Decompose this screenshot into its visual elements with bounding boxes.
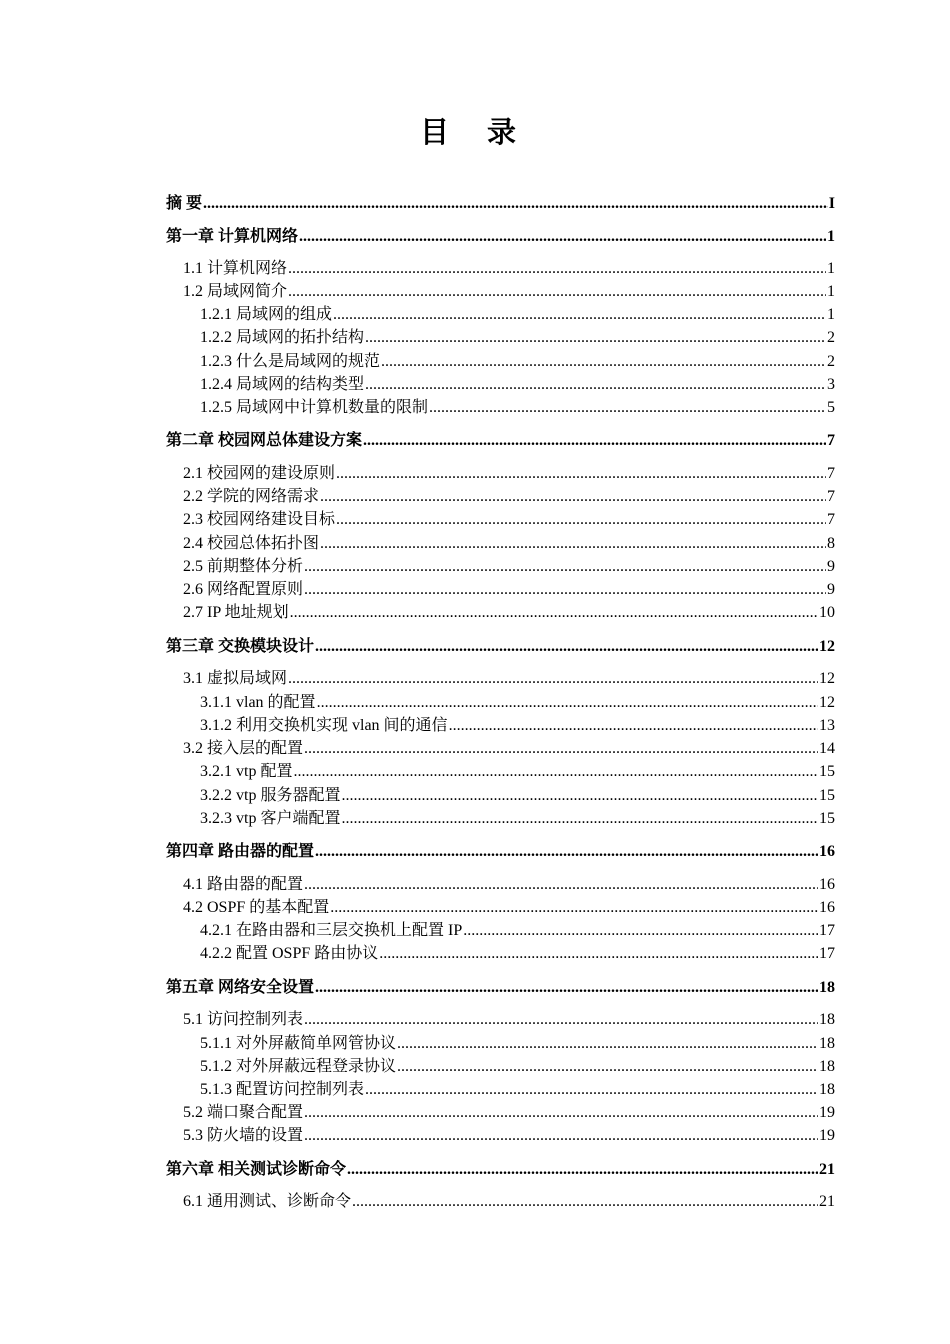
dot-leader [336, 509, 826, 531]
toc-entry-page: 3 [827, 376, 835, 393]
dot-leader [320, 486, 826, 508]
dot-leader [347, 1159, 818, 1181]
toc-entry-page: 21 [819, 1161, 835, 1178]
toc-entry-subsection[interactable] [166, 1079, 835, 1101]
toc-entry-subsection[interactable] [166, 808, 835, 830]
dot-leader [429, 397, 826, 419]
toc-entry-label: 1.2.4 局域网的结构类型 [200, 376, 365, 393]
toc-entry-page: 19 [819, 1127, 835, 1144]
toc-entry-label: 第五章 网络安全设置 [166, 979, 315, 996]
toc-entry-label: 2.5 前期整体分析 [183, 558, 304, 575]
toc-entry-subsection[interactable] [166, 920, 835, 942]
toc-entry-label: 1.2.1 局域网的组成 [200, 306, 333, 323]
toc-entry-label: 5.3 防火墙的设置 [183, 1127, 304, 1144]
toc-entry-chapter-6[interactable] [166, 1159, 835, 1181]
toc-entry-label: 3.1.2 利用交换机实现 vlan 间的通信 [200, 717, 448, 734]
toc-entry-subsection[interactable] [166, 761, 835, 783]
toc-entry-chapter-5[interactable] [166, 977, 835, 999]
toc-entry-section[interactable] [166, 509, 835, 531]
toc-entry-page: 12 [819, 694, 835, 711]
toc-entry-subsection[interactable] [166, 715, 835, 737]
toc-entry-page: 5 [827, 399, 835, 416]
toc-entry-label: 3.2.3 vtp 客户端配置 [200, 810, 341, 827]
toc-entry-page: 2 [827, 353, 835, 370]
toc-entry-section[interactable] [166, 579, 835, 601]
toc-entry-subsection[interactable] [166, 943, 835, 965]
toc-entry-subsection[interactable] [166, 304, 835, 326]
toc-entry-page: 14 [819, 740, 835, 757]
toc-entry-page: 17 [819, 922, 835, 939]
toc-entry-section[interactable] [166, 874, 835, 896]
toc-entry-section[interactable] [166, 1009, 835, 1031]
toc-entry-page: 1 [827, 306, 835, 323]
toc-entry-page: 21 [819, 1193, 835, 1210]
dot-leader [304, 874, 818, 896]
toc-entry-page: 12 [819, 638, 835, 655]
toc-entry-label: 2.1 校园网的建设原则 [183, 465, 336, 482]
toc-entry-label: 2.2 学院的网络需求 [183, 488, 320, 505]
toc-entry-page: 12 [819, 670, 835, 687]
toc-entry-label: 2.7 IP 地址规划 [183, 604, 289, 621]
toc-entry-section[interactable] [166, 668, 835, 690]
toc-entry-label: 5.1.1 对外屏蔽简单网管协议 [200, 1035, 397, 1052]
toc-entry-label: 4.2 OSPF 的基本配置 [183, 899, 330, 916]
toc-entry-subsection[interactable] [166, 397, 835, 419]
toc-entry-page: 7 [827, 465, 835, 482]
toc-entry-section[interactable] [166, 1191, 835, 1213]
dot-leader [336, 463, 826, 485]
toc-entry-section[interactable] [166, 463, 835, 485]
dot-leader [320, 533, 826, 555]
toc-entry-label: 摘 要 [166, 195, 203, 212]
toc-entry-subsection[interactable] [166, 1033, 835, 1055]
toc-entry-page: 10 [819, 604, 835, 621]
dot-leader [333, 304, 826, 326]
toc-entry-section[interactable] [166, 281, 835, 303]
dot-leader [330, 897, 818, 919]
dot-leader [317, 692, 818, 714]
toc-entry-label: 4.2.1 在路由器和三层交换机上配置 IP [200, 922, 463, 939]
toc-entry-subsection[interactable] [166, 351, 835, 373]
toc-entry-page: 18 [819, 1011, 835, 1028]
dot-leader [381, 351, 826, 373]
dot-leader [365, 327, 826, 349]
dot-leader [463, 920, 818, 942]
toc-entry-section[interactable] [166, 1125, 835, 1147]
toc-entry-section[interactable] [166, 1102, 835, 1124]
toc-entry-page: 16 [819, 899, 835, 916]
toc-entry-label: 第二章 校园网总体建设方案 [166, 432, 363, 449]
toc-entry-label: 3.2.2 vtp 服务器配置 [200, 787, 341, 804]
toc-entry-page: I [828, 195, 835, 212]
toc-entry-page: 7 [827, 511, 835, 528]
dot-leader [397, 1033, 818, 1055]
dot-leader [365, 1079, 818, 1101]
toc-entry-page: 1 [827, 283, 835, 300]
toc-entry-abstract[interactable] [166, 193, 835, 215]
toc-entry-page: 16 [819, 843, 835, 860]
toc-entry-label: 3.1.1 vlan 的配置 [200, 694, 316, 711]
toc-entry-label: 第四章 路由器的配置 [166, 843, 315, 860]
toc-entry-subsection[interactable] [166, 1056, 835, 1078]
toc-entry-page: 18 [819, 979, 835, 996]
toc-entry-page: 18 [819, 1081, 835, 1098]
dot-leader [315, 977, 818, 999]
toc-entry-label: 5.1.2 对外屏蔽远程登录协议 [200, 1058, 397, 1075]
dot-leader [341, 808, 818, 830]
toc-entry-page: 15 [819, 763, 835, 780]
toc-entry-subsection[interactable] [166, 785, 835, 807]
toc-entry-section[interactable] [166, 738, 835, 760]
toc-entry-label: 3.1 虚拟局域网 [183, 670, 288, 687]
toc-entry-page: 1 [827, 260, 835, 277]
dot-leader [203, 193, 828, 215]
dot-leader [288, 668, 818, 690]
dot-leader [299, 226, 826, 248]
toc-entry-page: 8 [827, 535, 835, 552]
toc-entry-chapter-3[interactable] [166, 636, 835, 658]
toc-entry-label: 1.1 计算机网络 [183, 260, 288, 277]
dot-leader [304, 738, 818, 760]
toc-entry-page: 1 [827, 228, 835, 245]
dot-leader [288, 258, 826, 280]
toc-entry-label: 1.2.5 局域网中计算机数量的限制 [200, 399, 429, 416]
toc-entry-label: 1.2.2 局域网的拓扑结构 [200, 329, 365, 346]
toc-entry-label: 6.1 通用测试、诊断命令 [183, 1193, 352, 1210]
toc-entry-subsection[interactable] [166, 374, 835, 396]
dot-leader [379, 943, 818, 965]
toc-entry-label: 2.6 网络配置原则 [183, 581, 304, 598]
dot-leader [304, 579, 826, 601]
dot-leader [341, 785, 818, 807]
toc-entry-label: 第一章 计算机网络 [166, 228, 299, 245]
dot-leader [449, 715, 818, 737]
dot-leader [315, 636, 818, 658]
toc-entry-chapter-2[interactable] [166, 430, 835, 452]
dot-leader [304, 1125, 818, 1147]
dot-leader [290, 602, 818, 624]
dot-leader [304, 556, 826, 578]
toc-entry-page: 7 [827, 432, 835, 449]
dot-leader [365, 374, 826, 396]
toc-entry-page: 7 [827, 488, 835, 505]
toc-entry-page: 15 [819, 787, 835, 804]
toc-entry-page: 9 [827, 558, 835, 575]
toc-entry-page: 16 [819, 876, 835, 893]
toc-entry-section[interactable] [166, 486, 835, 508]
toc-entry-label: 5.1.3 配置访问控制列表 [200, 1081, 365, 1098]
toc-entry-chapter-4[interactable] [166, 841, 835, 863]
toc-entry-section[interactable] [166, 556, 835, 578]
toc-entry-label: 5.1 访问控制列表 [183, 1011, 304, 1028]
toc-entry-label: 4.1 路由器的配置 [183, 876, 304, 893]
dot-leader [315, 841, 818, 863]
toc-entry-label: 2.4 校园总体拓扑图 [183, 535, 320, 552]
dot-leader [304, 1102, 818, 1124]
toc-entry-label: 3.2 接入层的配置 [183, 740, 304, 757]
toc-entry-page: 18 [819, 1035, 835, 1052]
toc-entry-subsection[interactable] [166, 692, 835, 714]
toc-entry-subsection[interactable] [166, 327, 835, 349]
toc-entry-page: 18 [819, 1058, 835, 1075]
toc-entry-page: 2 [827, 329, 835, 346]
toc-entry-page: 15 [819, 810, 835, 827]
toc-entry-section[interactable] [166, 897, 835, 919]
toc-entry-label: 4.2.2 配置 OSPF 路由协议 [200, 945, 379, 962]
toc-title: 目 录 [419, 115, 531, 149]
dot-leader [304, 1009, 818, 1031]
toc-entry-label: 5.2 端口聚合配置 [183, 1104, 304, 1121]
dot-leader [397, 1056, 818, 1078]
toc-entry-label: 1.2 局域网简介 [183, 283, 288, 300]
toc-entry-label: 1.2.3 什么是局域网的规范 [200, 353, 381, 370]
toc-entry-page: 9 [827, 581, 835, 598]
toc-entry-section[interactable] [166, 533, 835, 555]
toc-entry-section[interactable] [166, 258, 835, 280]
toc-entry-label: 3.2.1 vtp 配置 [200, 763, 293, 780]
dot-leader [352, 1191, 818, 1213]
dot-leader [293, 761, 818, 783]
toc-entry-chapter-1[interactable] [166, 226, 835, 248]
toc-entry-page: 19 [819, 1104, 835, 1121]
dot-leader [288, 281, 826, 303]
toc-entry-label: 第六章 相关测试诊断命令 [166, 1161, 347, 1178]
toc-entry-label: 2.3 校园网络建设目标 [183, 511, 336, 528]
toc-entry-label: 第三章 交换模块设计 [166, 638, 315, 655]
toc-entry-page: 13 [819, 717, 835, 734]
toc-entry-page: 17 [819, 945, 835, 962]
toc-entry-section[interactable] [166, 602, 835, 624]
dot-leader [363, 430, 826, 452]
